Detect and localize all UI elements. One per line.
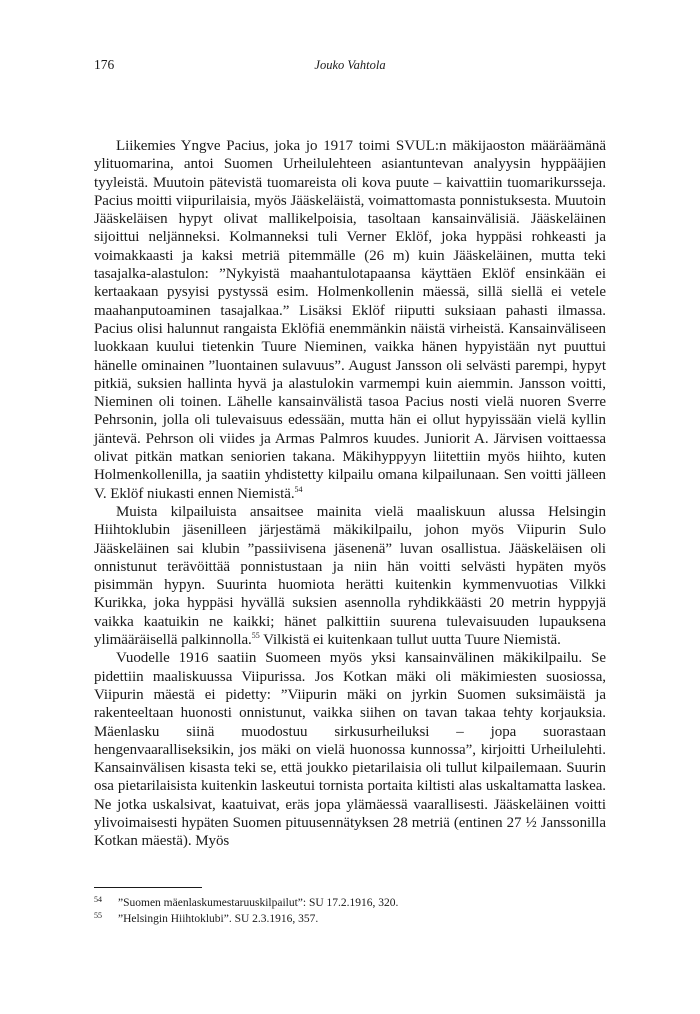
footnote-54 bbox=[94, 895, 606, 911]
footnotes bbox=[94, 895, 606, 927]
footnote-number: 55 bbox=[94, 911, 102, 920]
footnote-reference[interactable]: 55 bbox=[251, 631, 260, 641]
body-text bbox=[94, 137, 606, 851]
paragraph-text: Muista kilpailuista ansaitsee mainita vielä maaliskuun alussa Helsingin Hiihtoklubin jäsenilleen järjestämä mäkikilpailu, johon myös Viipurin Sulo Jääskeläinen sai klubin ”passiivisena jäsenenä” luvan osallistua. Jääskeläisen oli onnistunut terävöittää ponnistustaan ja niin hän voitti selvästi hypäten myös pisimmän hypyn. Suurinta huomiota herätti kuitenkin kymmenvuotias Vilkki Kurikka, joka hyppäsi hyvällä suksien asennolla ryhdikkäästi 20 metrin hyppyjä vaikka kaatuikin ne kaikki; hänet palkittiin suurena tulevaisuuden lupauksena ylimääräisellä palkinnolla. bbox=[94, 503, 606, 649]
footnote-text: ”Helsingin Hiihtoklubi”. SU 2.3.1916, 357. bbox=[118, 913, 319, 925]
footnote-number: 54 bbox=[94, 895, 102, 904]
paragraph-1 bbox=[94, 137, 606, 503]
running-title-author: Jouko Vahtola bbox=[314, 58, 386, 72]
paragraph-text-continued: Vilkistä ei kuitenkaan tullut uutta Tuure Niemistä. bbox=[259, 632, 561, 649]
page-number: 176 bbox=[94, 57, 115, 72]
paragraph-text: Liikemies Yngve Pacius, joka jo 1917 toimi SVUL:n mäkijaoston määräämänä ylituomarina, antoi Suomen Urheilulehteen asiantuntevan analyysin hyppääjien tyyleistä. Muutoin pätevistä tuomareista oli kova puute – kaivattiin tuomarikursseja. Pacius moitti viipurilaisia, myös Jääskeläistä, voimattomasta ponnistuksesta. Muutoin Jääskeläisen hypyt olivat mallikelpoisia, tasoltaan kansainvälisiä. Jääskeläinen sijoittui neljänneksi. Kolmanneksi tuli Verner Eklöf, joka hyppäsi rohkeasti ja voimakkaasti ja kaksi metriä pitemmälle (26 m) kuin Jääskeläinen, mutta teki tasajalka-alastulon: ”Nykyistä maahantulotapaansa käyttäen Eklöf ensinkään ei kertaakaan pysyisi pystyssä esim. Holmenkollenin mäessä, sillä siellä ei vetele maahanputoaminen tasajalkaa.” Lisäksi Eklöf riiputti suksiaan pahasti ilmassa. Pacius olisi halunnut rangaista Eklöfiä enemmänkin näistä virheistä. Kansainväliseen luokkaan kuului tietenkin Tuure Nieminen, vaikka hänen hypyistään nyt puuttui hänelle ominainen ”luontainen sulavuus”. August Jansson oli selvästi parempi, hypyt pitkiä, suksien hallinta hyvä ja alastulokin varmempi kuin aiemmin. Jansson voitti, Nieminen oli toinen. Lähelle kansainvälistä tasoa Pacius nosti vielä nuoren Sverre Pehrsonin, jolla oli tulevaisuus edessään, mutta hän ei ollut hypyissään vielä kyllin jäntevä. Pehrson oli viides ja Armas Palmros kuudes. Juniorit A. Järvisen voittaessa olivat pitkän matkan seniorien takana. Mäkihyppyyn liitettiin myös hiihto, kuten Holmenkollenilla, ja saatiin yhdistetty kilpailu omana kilpailunaan. Sen voitti jälleen V. Eklöf niukasti ennen Niemistä. bbox=[94, 138, 606, 502]
footnote-55 bbox=[94, 911, 606, 927]
running-head bbox=[94, 57, 606, 73]
paragraph-2 bbox=[94, 503, 606, 649]
footnote-text: ”Suomen mäenlaskumestaruuskilpailut”: SU 17.2.1916, 320. bbox=[118, 897, 399, 909]
footnote-reference[interactable]: 54 bbox=[294, 484, 303, 494]
paragraph-text: Vuodelle 1916 saatiin Suomeen myös yksi kansainvälinen mäkikilpailu. Se pidettiin maaliskuussa Viipurissa. Jos Kotkan mäki oli mäkimiesten suosiossa, Viipurin mäestä ei pidetty: ”Viipurin mäki on jyrkin Suomen suksimäistä ja rakenteeltaan huonosti onnistunut, vaikka siihen on tavan takaa tehty korjauksia. Mäenlasku siinä muodostuu sirkusurheiluksi – jopa suorastaan hengenvaaralliseksikin, jos mäki on vielä huonossa kunnossa”, kirjoitti Urheilulehti. Kansainvälisen kisasta teki se, että joukko pietarilaisia oli tullut kilpailemaan. Suurin osa pietarilaisista kuitenkin laskeutui tornista portaita kiltisti alas uskaltamatta laskea. Ne jotka uskalsivat, kaatuivat, eräs jopa ylämäessä vaarallisesti. Jääskeläinen voitti ylivoimaisesti hypäten Suomen pituusennätyksen 28 metriä (entinen 27 ½ Janssonilla Kotkan mäestä). Myös bbox=[94, 650, 606, 850]
paragraph-3 bbox=[94, 649, 606, 850]
footnote-divider bbox=[94, 887, 202, 888]
